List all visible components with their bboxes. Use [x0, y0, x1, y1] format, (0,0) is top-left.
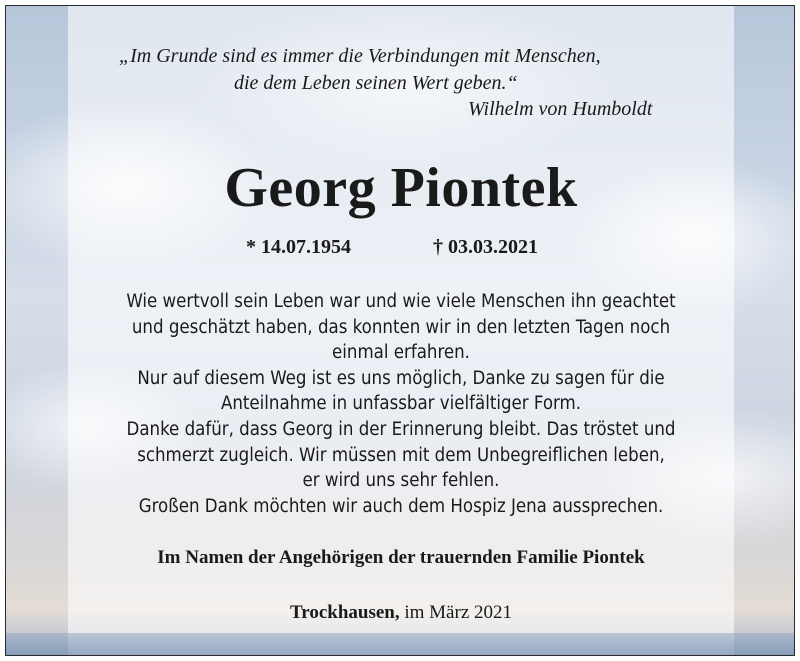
- place-and-date: [6, 601, 795, 625]
- quote-line-1: „Im Grunde sind es immer die Verbindungen mit Menschen,: [119, 45, 601, 67]
- birth-date: * 14.07.1954: [246, 236, 351, 258]
- message-line: und geschätzt haben, das konnten wir in den letzten Tagen noch: [131, 316, 671, 338]
- message-line: Anteilnahme in unfassbar vielfältiger Form.: [220, 393, 582, 415]
- obituary-card: [5, 5, 795, 656]
- death-date: † 03.03.2021: [433, 236, 538, 258]
- place-date: im März 2021: [404, 602, 513, 623]
- obituary-content: [6, 6, 795, 656]
- message-line: schmerzt zugleich. Wir müssen mit dem Unbegreiflichen leben,: [137, 444, 665, 466]
- deceased-name: Georg Piontek: [224, 157, 578, 219]
- message-line: er wird uns sehr fehlen.: [302, 470, 500, 492]
- family-signature: Im Namen der Angehörigen der trauernden Familie Piontek: [157, 547, 645, 568]
- quote-line-2: die dem Leben seinen Wert geben.“: [234, 72, 518, 94]
- message-line: Danke dafür, dass Georg in der Erinnerung bleibt. Das tröstet und: [126, 418, 676, 440]
- place-town: Trockhausen,: [289, 602, 400, 623]
- message-line: einmal erfahren.: [332, 342, 470, 364]
- message-text: [66, 289, 736, 519]
- message-line: Nur auf diesem Weg ist es uns möglich, Danke zu sagen für die: [137, 367, 665, 389]
- message-line: Großen Dank möchten wir auch dem Hospiz Jena aussprechen.: [138, 495, 664, 517]
- message-line: Wie wertvoll sein Leben war und wie viele Menschen ihn geachtet: [126, 291, 676, 312]
- quote-author: Wilhelm von Humboldt: [468, 98, 653, 120]
